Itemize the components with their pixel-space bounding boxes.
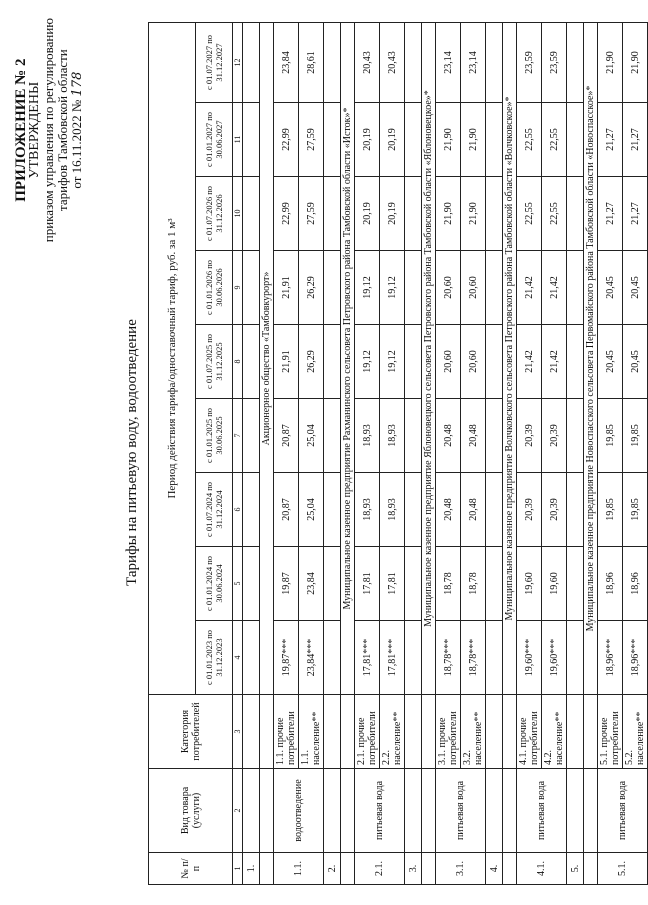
empty-cell [584, 853, 598, 885]
tariff-value: 21,90 [598, 22, 623, 102]
row-number: 1.1. [274, 853, 324, 885]
tariff-value: 20,60 [436, 251, 461, 325]
header-row [149, 22, 196, 884]
consumer-category: 1.1. население** [299, 695, 324, 769]
empty-cell [422, 769, 436, 853]
tariff-value: 20,45 [598, 251, 623, 325]
tariff-value: 23,14 [461, 22, 486, 102]
empty-cell [243, 769, 260, 853]
consumer-category: 2.1. прочие потребители [355, 695, 380, 769]
empty-cell [341, 853, 355, 885]
empty-cell [486, 103, 503, 177]
tariff-value: 21,27 [623, 103, 648, 177]
order-issuer-line: приказом управления по регулированию [41, 18, 56, 243]
tariff-value: 26,29 [299, 251, 324, 325]
empty-cell [503, 695, 517, 769]
empty-cell [243, 177, 260, 251]
table-row [299, 22, 324, 884]
empty-cell [324, 473, 341, 547]
empty-cell [324, 177, 341, 251]
empty-cell [405, 621, 422, 695]
order-issuer-line-2: тарифов Тамбовской области [55, 49, 70, 211]
section-number: 2. [324, 853, 341, 885]
column-number: 7 [233, 399, 243, 473]
tariff-table [148, 22, 648, 885]
tariff-value: 20,48 [436, 473, 461, 547]
col-category-header: Категория потребителей [149, 695, 233, 769]
consumer-category: 3.2. население** [461, 695, 486, 769]
tariff-value: 19,85 [623, 399, 648, 473]
tariff-value: 19,60*** [517, 621, 542, 695]
empty-cell [260, 695, 274, 769]
section-number: 3. [405, 853, 422, 885]
empty-cell [324, 251, 341, 325]
order-date: от 16.11.2022 № [69, 99, 84, 189]
tariff-value: 20,39 [517, 473, 542, 547]
tariff-value: 20,48 [461, 473, 486, 547]
tariff-value: 21,90 [461, 177, 486, 251]
tariff-value: 20,39 [542, 473, 567, 547]
tariff-value: 18,96*** [623, 621, 648, 695]
tariff-value: 20,48 [436, 399, 461, 473]
table-row [355, 22, 380, 884]
goods-type: водоотведение [274, 769, 324, 853]
tariff-value: 28,61 [299, 22, 324, 102]
empty-cell [486, 621, 503, 695]
empty-cell [243, 473, 260, 547]
appendix-number: ПРИЛОЖЕНИЕ № 2 [13, 58, 29, 202]
tariff-value: 23,59 [542, 22, 567, 102]
tariff-value: 22,55 [517, 103, 542, 177]
goods-type: питьевая вода [598, 769, 648, 853]
tariff-value: 18,96*** [598, 621, 623, 695]
period-header-3: с 01.07.2024 по 31.12.2024 [196, 473, 233, 547]
tariff-value: 23,84 [299, 547, 324, 621]
tariff-value: 18,78 [461, 547, 486, 621]
tariff-value: 19,85 [623, 473, 648, 547]
empty-cell [243, 22, 260, 102]
organization-row [503, 22, 517, 884]
empty-cell [486, 251, 503, 325]
table-body [243, 22, 648, 884]
tariff-value: 21,90 [436, 103, 461, 177]
tariff-value: 18,78*** [436, 621, 461, 695]
tariff-value: 19,85 [598, 473, 623, 547]
empty-cell [405, 103, 422, 177]
empty-cell [422, 695, 436, 769]
tariff-value: 19,12 [380, 325, 405, 399]
empty-cell [567, 399, 584, 473]
section-row [405, 22, 422, 884]
empty-cell [486, 177, 503, 251]
table-row [542, 22, 567, 884]
empty-cell [567, 695, 584, 769]
row-number: 2.1. [355, 853, 405, 885]
empty-cell [260, 769, 274, 853]
empty-cell [584, 695, 598, 769]
empty-cell [260, 853, 274, 885]
empty-cell [243, 547, 260, 621]
column-number: 1 [233, 853, 243, 885]
order-number-handwritten: 178 [70, 71, 85, 97]
empty-cell [486, 325, 503, 399]
tariff-value: 17,81 [380, 547, 405, 621]
document-title: Тарифы на питьевую воду, водоотведение [124, 319, 140, 586]
tariff-value: 20,19 [355, 103, 380, 177]
empty-cell [405, 22, 422, 102]
column-number: 4 [233, 621, 243, 695]
column-number: 10 [233, 177, 243, 251]
tariff-value: 20,43 [380, 22, 405, 102]
tariff-value: 17,81 [355, 547, 380, 621]
empty-cell [422, 853, 436, 885]
empty-cell [567, 251, 584, 325]
tariff-value: 20,60 [461, 251, 486, 325]
consumer-category: 4.2. население** [542, 695, 567, 769]
goods-type: питьевая вода [355, 769, 405, 853]
empty-cell [405, 251, 422, 325]
period-header-6: с 01.01.2026 по 30.06.2026 [196, 251, 233, 325]
section-row [567, 22, 584, 884]
section-number: 5. [567, 853, 584, 885]
organization-row [422, 22, 436, 884]
tariff-value: 20,45 [623, 251, 648, 325]
empty-cell [324, 695, 341, 769]
tariff-value: 20,19 [355, 177, 380, 251]
tariff-value: 18,93 [355, 399, 380, 473]
tariff-value: 21,42 [517, 325, 542, 399]
empty-cell [567, 621, 584, 695]
row-number: 4.1. [517, 853, 567, 885]
tariff-value: 19,12 [355, 325, 380, 399]
column-number: 11 [233, 103, 243, 177]
tariff-value: 17,81*** [355, 621, 380, 695]
row-number: 3.1. [436, 853, 486, 885]
empty-cell [486, 695, 503, 769]
consumer-category: 5.1. прочие потребители [598, 695, 623, 769]
empty-cell [243, 325, 260, 399]
organization-name: Муниципальное казенное предприятие Рахманинского сельсовета Петровского района Тамбовской области «Исток»* [341, 22, 355, 694]
tariff-value: 18,93 [380, 399, 405, 473]
empty-cell [567, 103, 584, 177]
organization-name: Акционерное общество «Тамбовкурорт» [260, 22, 274, 694]
tariff-value: 20,48 [461, 399, 486, 473]
consumer-category: 5.2. население** [623, 695, 648, 769]
tariff-value: 20,87 [274, 473, 299, 547]
period-header-4: с 01.01.2025 по 30.06.2025 [196, 399, 233, 473]
tariff-value: 20,60 [461, 325, 486, 399]
tariff-value: 20,39 [517, 399, 542, 473]
tariff-value: 27,59 [299, 103, 324, 177]
tariff-value: 21,42 [517, 251, 542, 325]
column-number: 3 [233, 695, 243, 769]
tariff-value: 23,14 [436, 22, 461, 102]
table-row [274, 22, 299, 884]
column-number: 12 [233, 22, 243, 102]
section-row [486, 22, 503, 884]
empty-cell [243, 695, 260, 769]
empty-cell [567, 547, 584, 621]
empty-cell [324, 325, 341, 399]
column-number: 8 [233, 325, 243, 399]
col-period-header: Период действия тарифа/одноставочный тариф, руб. за 1 м³ [149, 22, 196, 694]
tariff-value: 18,78*** [461, 621, 486, 695]
tariff-value: 18,96 [598, 547, 623, 621]
tariff-value: 18,78 [436, 547, 461, 621]
numbering-row [233, 22, 243, 884]
tariff-value: 22,55 [542, 103, 567, 177]
tariff-value: 19,12 [355, 251, 380, 325]
section-number: 4. [486, 853, 503, 885]
tariff-value: 19,60 [542, 547, 567, 621]
period-header-1: с 01.01.2023 по 31.12.2023 [196, 621, 233, 695]
table-row [623, 22, 648, 884]
empty-cell [324, 621, 341, 695]
empty-cell [324, 399, 341, 473]
col-goods-header: Вид товара (услуги) [149, 769, 233, 853]
table-row [436, 22, 461, 884]
approved-label: УТВЕРЖДЕНЫ [27, 81, 42, 179]
empty-cell [405, 473, 422, 547]
tariff-value: 21,90 [623, 22, 648, 102]
tariff-value: 20,45 [623, 325, 648, 399]
tariff-value: 20,45 [598, 325, 623, 399]
empty-cell [503, 853, 517, 885]
table-row [598, 22, 623, 884]
section-row [324, 22, 341, 884]
tariff-value: 25,04 [299, 399, 324, 473]
empty-cell [486, 22, 503, 102]
period-header-7: с 01.07.2026 по 31.12.2026 [196, 177, 233, 251]
period-header-2: с 01.01.2024 по 30.06.2024 [196, 547, 233, 621]
empty-cell [341, 695, 355, 769]
table-row [461, 22, 486, 884]
tariff-value: 20,43 [355, 22, 380, 102]
organization-row [260, 22, 274, 884]
tariff-value: 25,04 [299, 473, 324, 547]
empty-cell [243, 251, 260, 325]
empty-cell [567, 325, 584, 399]
organization-row [341, 22, 355, 884]
empty-cell [324, 547, 341, 621]
empty-cell [243, 621, 260, 695]
period-header-9: с 01.07.2027 по 31.12.2027 [196, 22, 233, 102]
order-date-line [70, 18, 85, 242]
section-row [243, 22, 260, 884]
tariff-value: 27,59 [299, 177, 324, 251]
tariff-value: 22,99 [274, 103, 299, 177]
organization-name: Муниципальное казенное предприятие Волчковского сельсовета Петровского района Тамбовской области «Волчковское»* [503, 22, 517, 694]
empty-cell [486, 547, 503, 621]
empty-cell [584, 769, 598, 853]
tariff-value: 23,84 [274, 22, 299, 102]
tariff-value: 22,99 [274, 177, 299, 251]
tariff-value: 20,19 [380, 177, 405, 251]
organization-name: Муниципальное казенное предприятие Яблоновецкого сельсовета Петровского района Тамбовской области «Яблоновецкое»* [422, 22, 436, 694]
empty-cell [503, 769, 517, 853]
empty-cell [324, 769, 341, 853]
consumer-category: 4.1. прочие потребители [517, 695, 542, 769]
consumer-category: 1.1. прочие потребители [274, 695, 299, 769]
tariff-value: 21,42 [542, 325, 567, 399]
approval-header [14, 18, 85, 242]
row-number: 5.1. [598, 853, 648, 885]
empty-cell [405, 177, 422, 251]
tariff-value: 20,87 [274, 399, 299, 473]
period-header-8: с 01.01.2027 по 30.06.2027 [196, 103, 233, 177]
column-number: 6 [233, 473, 243, 547]
column-number: 5 [233, 547, 243, 621]
tariff-value: 20,39 [542, 399, 567, 473]
empty-cell [324, 22, 341, 102]
tariff-value: 19,85 [598, 399, 623, 473]
tariff-value: 19,87 [274, 547, 299, 621]
period-header-5: с 01.07.2025 по 31.12.2025 [196, 325, 233, 399]
tariff-value: 19,12 [380, 251, 405, 325]
tariff-value: 23,84*** [299, 621, 324, 695]
table-row [380, 22, 405, 884]
tariff-value: 21,42 [542, 251, 567, 325]
tariff-value: 20,19 [380, 103, 405, 177]
tariff-value: 21,27 [598, 103, 623, 177]
tariff-value: 17,81*** [380, 621, 405, 695]
organization-row [584, 22, 598, 884]
empty-cell [567, 473, 584, 547]
section-number: 1. [243, 853, 260, 885]
tariff-value: 23,59 [517, 22, 542, 102]
tariff-value: 21,27 [598, 177, 623, 251]
tariff-value: 21,91 [274, 325, 299, 399]
tariff-value: 22,55 [517, 177, 542, 251]
column-number: 9 [233, 251, 243, 325]
tariff-value: 18,93 [380, 473, 405, 547]
consumer-category: 2.2. население** [380, 695, 405, 769]
tariff-value: 20,60 [436, 325, 461, 399]
empty-cell [243, 399, 260, 473]
table-row [517, 22, 542, 884]
col-num-header: № п/п [149, 853, 233, 885]
tariff-value: 21,90 [461, 103, 486, 177]
organization-name: Муниципальное казенное предприятие Новоспасского сельсовета Первомайского района Тамбовской области «Новоспасское»* [584, 22, 598, 694]
empty-cell [405, 769, 422, 853]
empty-cell [341, 769, 355, 853]
goods-type: питьевая вода [517, 769, 567, 853]
empty-cell [486, 769, 503, 853]
empty-cell [405, 695, 422, 769]
empty-cell [486, 473, 503, 547]
tariff-value: 21,90 [436, 177, 461, 251]
tariff-value: 18,96 [623, 547, 648, 621]
empty-cell [567, 769, 584, 853]
tariff-value: 19,87*** [274, 621, 299, 695]
tariff-value: 26,29 [299, 325, 324, 399]
consumer-category: 3.1. прочие потребители [436, 695, 461, 769]
tariff-value: 19,60 [517, 547, 542, 621]
column-number: 2 [233, 769, 243, 853]
empty-cell [405, 399, 422, 473]
empty-cell [405, 325, 422, 399]
goods-type: питьевая вода [436, 769, 486, 853]
empty-cell [324, 103, 341, 177]
empty-cell [486, 399, 503, 473]
tariff-value: 22,55 [542, 177, 567, 251]
tariff-value: 21,27 [623, 177, 648, 251]
empty-cell [405, 547, 422, 621]
tariff-value: 19,60*** [542, 621, 567, 695]
empty-cell [243, 103, 260, 177]
tariff-value: 18,93 [355, 473, 380, 547]
tariff-value: 21,91 [274, 251, 299, 325]
empty-cell [567, 22, 584, 102]
empty-cell [567, 177, 584, 251]
